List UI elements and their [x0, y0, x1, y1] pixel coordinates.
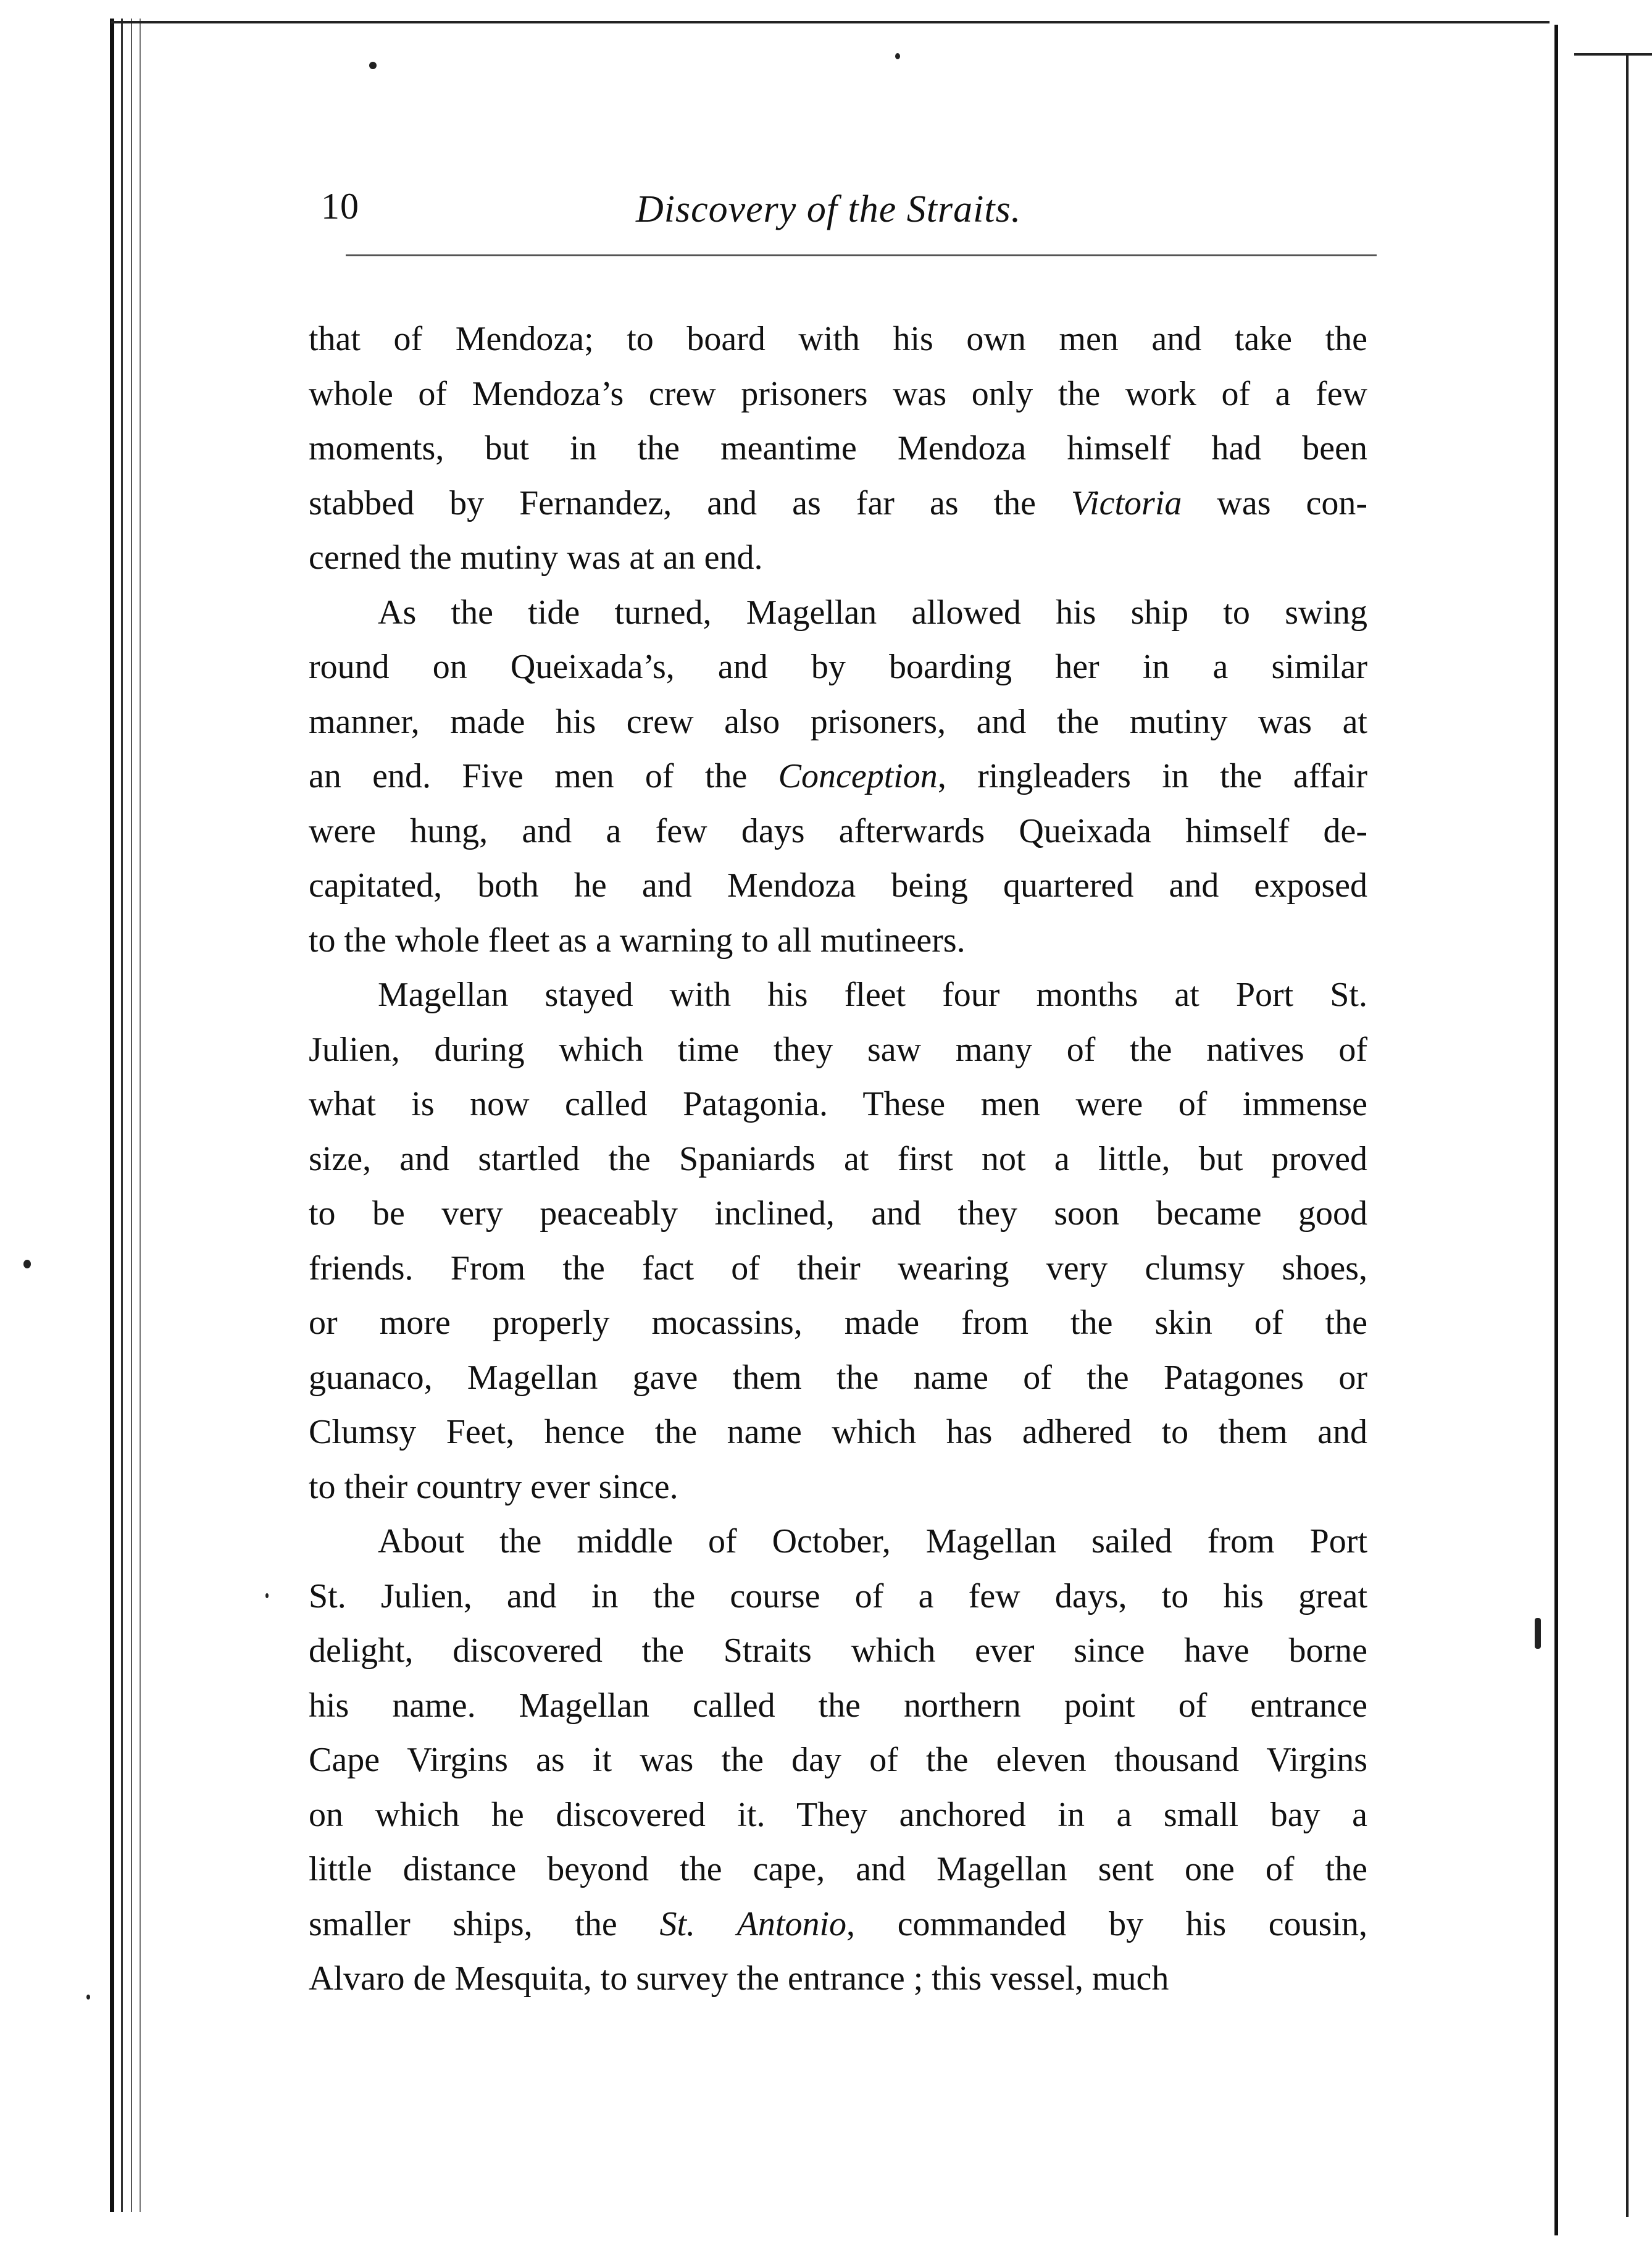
text-line: round on Queixada’s, and by boarding her in a similar	[309, 648, 1367, 686]
scan-speck	[86, 1995, 90, 2000]
text-line: little distance beyond the cape, and Magellan sent one of the	[309, 1850, 1367, 1888]
binding-edge-line	[121, 19, 123, 2212]
scan-speck	[265, 1593, 269, 1598]
text-line: delight, discovered the Straits which ever since have borne	[309, 1631, 1367, 1670]
text-line: to their country ever since.	[309, 1467, 678, 1506]
text-line: to the whole fleet as a warning to all mutineers.	[309, 921, 966, 960]
binding-edge-line	[131, 19, 132, 2212]
scan-speck	[23, 1260, 31, 1268]
text-line: friends. From the fact of their wearing very clumsy shoes,	[309, 1249, 1367, 1288]
next-page-top-edge	[1574, 53, 1652, 56]
book-binding	[0, 0, 142, 2249]
paragraph	[309, 312, 1367, 585]
text-line: on which he discovered it. They anchored in a small bay a	[309, 1795, 1367, 1834]
text-line: As the tide turned, Magellan allowed his ship to swing	[378, 593, 1367, 632]
next-page-strip	[1558, 0, 1652, 2249]
text-line: moments, but in the meantime Mendoza himself had been	[309, 429, 1367, 467]
text-line: About the middle of October, Magellan sailed from Port	[378, 1522, 1367, 1560]
paragraph	[309, 1514, 1367, 2006]
binding-edge-line	[110, 19, 114, 2212]
text-line: St. Julien, and in the course of a few days, to his great	[309, 1577, 1367, 1615]
text-line: Clumsy Feet, hence the name which has adhered to them and	[309, 1413, 1367, 1451]
text-line: size, and startled the Spaniards at first not a little, but proved	[309, 1139, 1367, 1178]
text-line: stabbed by Fernandez, and as far as the Victoria was con-	[309, 484, 1368, 522]
header-rule	[346, 254, 1377, 256]
page-header	[321, 185, 1383, 247]
text-line: an end. Five men of the Conception, ringleaders in the affair	[309, 757, 1368, 795]
text-line: smaller ships, the St. Antonio, commanded by his cousin,	[309, 1904, 1367, 1943]
text-line: that of Mendoza; to board with his own men and take the	[309, 320, 1367, 358]
text-line: were hung, and a few days afterwards Queixada himself de-	[309, 811, 1367, 850]
body-text	[309, 312, 1367, 2006]
text-line: cerned the mutiny was at an end.	[309, 538, 763, 577]
binding-edge-line	[140, 19, 141, 2212]
text-line: to be very peaceably inclined, and they soon became good	[309, 1194, 1367, 1233]
paragraph	[309, 968, 1367, 1514]
text-line: Cape Virgins as it was the day of the eleven thousand Virgins	[309, 1741, 1367, 1779]
scan-speck	[1535, 1618, 1541, 1649]
scan-speck	[895, 53, 900, 59]
page-number: 10	[321, 186, 359, 227]
text-line: what is now called Patagonia. These men were of immense	[309, 1085, 1367, 1123]
running-head: Discovery of the Straits.	[636, 188, 1022, 230]
text-line: or more properly mocassins, made from the skin of the	[309, 1304, 1367, 1342]
paragraph	[309, 585, 1367, 968]
text-line: whole of Mendoza’s crew prisoners was only the work of a few	[309, 374, 1367, 413]
next-page-edge-line	[1626, 56, 1629, 2217]
text-line: capitated, both he and Mendoza being quartered and exposed	[309, 866, 1367, 905]
page-top-edge	[111, 21, 1550, 23]
text-line: guanaco, Magellan gave them the name of the Patagones or	[309, 1358, 1367, 1397]
text-line: Alvaro de Mesquita, to survey the entrance ; this vessel, much	[309, 1959, 1169, 1998]
text-line: his name. Magellan called the northern point of entrance	[309, 1686, 1367, 1725]
text-line: Julien, during which time they saw many of the natives of	[309, 1030, 1367, 1069]
text-line: Magellan stayed with his fleet four months at Port St.	[378, 976, 1367, 1014]
text-line: manner, made his crew also prisoners, and the mutiny was at	[309, 702, 1367, 741]
scan-speck	[369, 62, 377, 69]
